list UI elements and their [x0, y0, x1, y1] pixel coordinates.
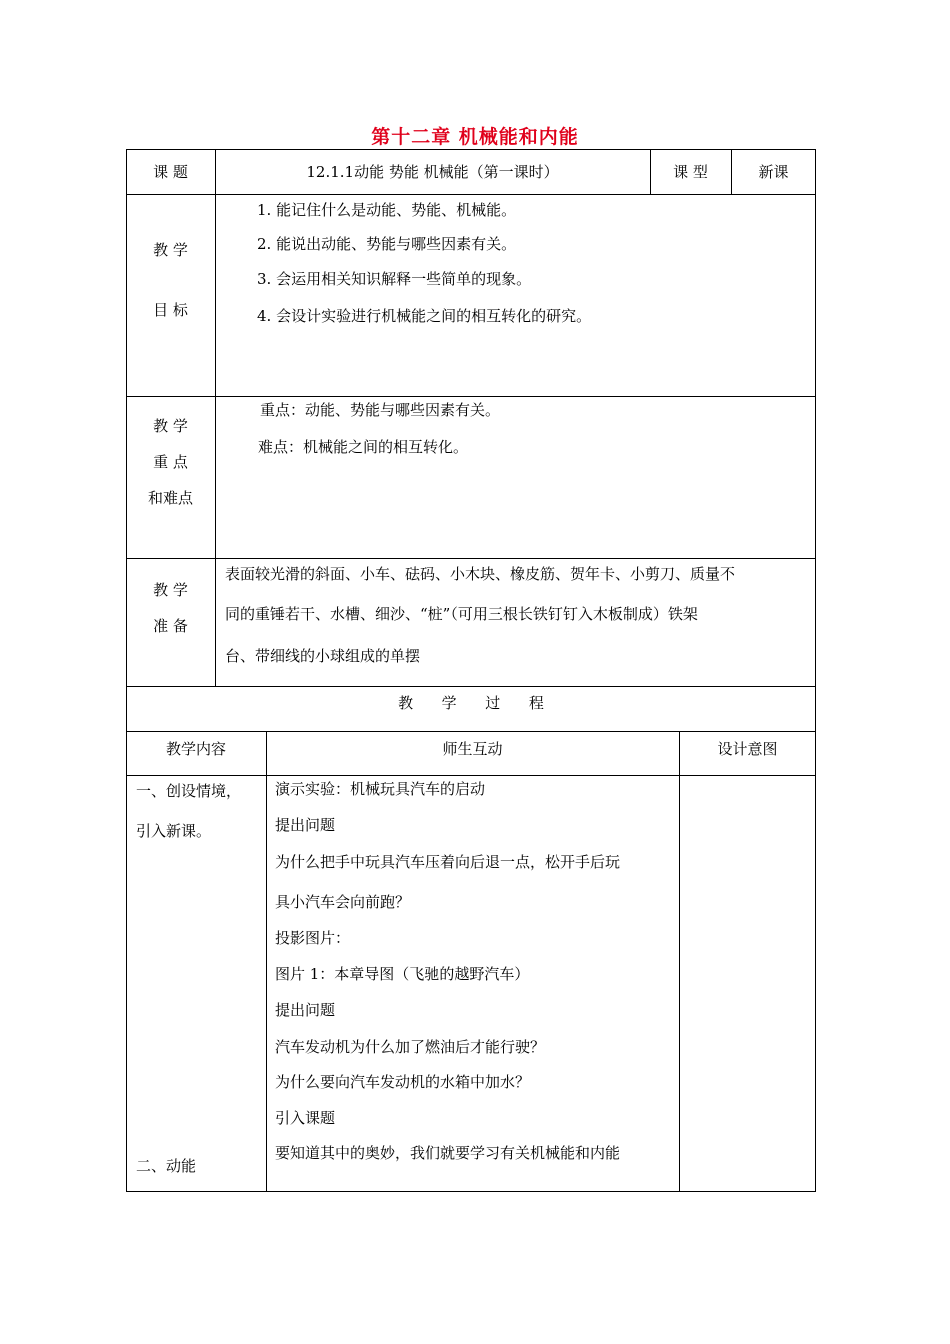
objectives-label-line2: 目 标	[153, 301, 188, 319]
teaching-process-table	[126, 686, 816, 1192]
type-value: 新课	[758, 163, 789, 181]
keypoints-label-line1: 教 学	[153, 417, 188, 435]
objective-item: 2. 能说出动能、势能与哪些因素有关。	[257, 235, 517, 253]
column-divider	[266, 731, 267, 1192]
column-divider	[215, 149, 216, 687]
row-divider	[126, 194, 816, 195]
page-title: 第十二章 机械能和内能	[371, 126, 579, 148]
interaction-line: 为什么把手中玩具汽车压着向后退一点，松开手后玩	[275, 853, 621, 871]
objective-item: 4. 会设计实验进行机械能之间的相互转化的研究。	[257, 307, 592, 325]
interaction-line: 引入课题	[275, 1109, 336, 1127]
process-heading: 教 学 过 程	[398, 694, 544, 712]
interaction-line: 图片 1：本章导图（飞驰的越野汽车）	[275, 965, 530, 983]
interaction-line: 投影图片：	[275, 929, 351, 947]
topic-label: 课 题	[153, 163, 188, 181]
preparation-line: 同的重锤若干、水槽、细沙、“桩”（可用三根长铁钉钉入木板制成）铁架	[225, 605, 698, 623]
content-item: 引入新课。	[136, 822, 212, 840]
preparation-label-line1: 教 学	[153, 581, 188, 599]
interaction-line: 具小汽车会向前跑？	[275, 893, 411, 911]
row-divider	[126, 558, 816, 559]
keypoints-label-line3: 和难点	[147, 489, 193, 507]
keypoints-label-line2: 重 点	[153, 453, 188, 471]
preparation-label-line2: 准 备	[153, 617, 188, 635]
column-divider	[679, 731, 680, 1192]
content-item: 一、创设情境，	[136, 782, 242, 800]
topic-value: 12.1.1动能 势能 机械能（第一课时）	[306, 163, 559, 181]
content-item: 二、动能	[136, 1157, 197, 1175]
column-header: 教学内容	[165, 740, 226, 758]
column-header: 师生互动	[442, 740, 503, 758]
column-header: 设计意图	[717, 740, 778, 758]
row-divider	[126, 731, 816, 732]
preparation-line: 台、带细线的小球组成的单摆	[225, 647, 421, 665]
row-divider	[126, 396, 816, 397]
objective-item: 1. 能记住什么是动能、势能、机械能。	[257, 201, 517, 219]
interaction-line: 汽车发动机为什么加了燃油后才能行驶？	[275, 1038, 546, 1056]
row-divider	[126, 775, 816, 776]
interaction-line: 演示实验：机械玩具汽车的启动	[275, 780, 486, 798]
interaction-line: 提出问题	[275, 816, 336, 834]
interaction-line: 提出问题	[275, 1001, 336, 1019]
difficult-point-text: 难点：机械能之间的相互转化。	[258, 438, 469, 456]
interaction-line: 要知道其中的奥妙，我们就要学习有关机械能和内能	[275, 1144, 621, 1162]
interaction-line: 为什么要向汽车发动机的水箱中加水？	[275, 1073, 531, 1091]
preparation-line: 表面较光滑的斜面、小车、砝码、小木块、橡皮筋、贺年卡、小剪刀、质量不	[225, 565, 736, 583]
objective-item: 3. 会运用相关知识解释一些简单的现象。	[257, 270, 532, 288]
objectives-label-line1: 教 学	[153, 241, 188, 259]
key-point-text: 重点：动能、势能与哪些因素有关。	[260, 401, 501, 419]
type-label: 课 型	[673, 163, 708, 181]
